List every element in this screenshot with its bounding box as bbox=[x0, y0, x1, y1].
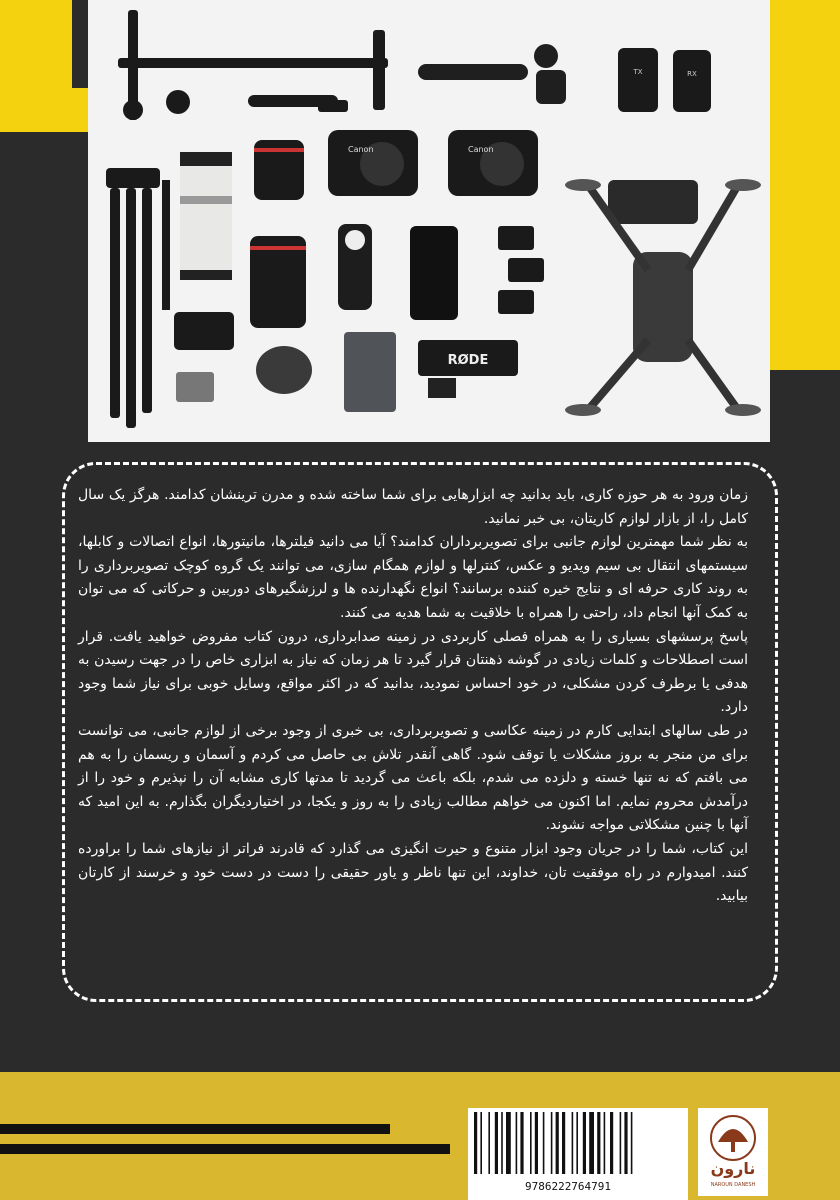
publisher-name: نارون bbox=[710, 1159, 756, 1178]
camera-gear-illustration bbox=[88, 0, 770, 442]
yellow-accent-top-left bbox=[0, 0, 72, 88]
yellow-accent-block-right bbox=[770, 0, 840, 370]
camera-brand-2: Canon bbox=[468, 145, 494, 154]
hard-drive bbox=[344, 332, 396, 412]
action-camera bbox=[176, 372, 214, 402]
compact-camera bbox=[174, 312, 234, 350]
barcode-bar bbox=[495, 1112, 498, 1174]
barcode-bar bbox=[535, 1112, 538, 1174]
barcode-bar bbox=[516, 1112, 518, 1174]
barcode-bar bbox=[488, 1112, 490, 1174]
barcode-bar bbox=[556, 1112, 559, 1174]
yellow-accent-line-left bbox=[0, 128, 100, 132]
lens-small bbox=[254, 140, 304, 200]
camera-brand-1: Canon bbox=[348, 145, 374, 154]
barcode-bar bbox=[604, 1112, 606, 1174]
publisher-subname: NAROUN DANESH bbox=[710, 1182, 756, 1188]
rx-label: RX bbox=[687, 70, 697, 78]
drone bbox=[565, 179, 761, 416]
publisher-logo-mark bbox=[698, 1108, 768, 1196]
publisher-logo bbox=[698, 1108, 768, 1196]
paragraph-4: در طی سالهای ابتدایی کارم در زمینه عکاسی و تصویربرداری، بی خبری از وجود برخی از لوازم جانبی، می توانست برای من منجر به بروز مشکلات یا توقف شود. گاهی آنقدر تلاش بی حاصل می کردم و آسمان و ریسمان را به هم می بافتم که نه تنها خسته و دلزده می شدم، بلکه باعث می گردید تا مدتها کاری مشابه آن را نپذیرم و خود را از درآمدش محروم نمایم. اما اکنون می خواهم مطالب زیادی را به روز و یکجا، در اختیاردیگران بگذارم. به این امید که آنها با چنین مشکلاتی مواجه نشوند. bbox=[78, 722, 748, 834]
barcode-bar bbox=[480, 1112, 482, 1174]
barcode-bar bbox=[530, 1112, 532, 1174]
camera-gear-photo bbox=[88, 0, 770, 442]
wireless-tx bbox=[618, 48, 658, 112]
barcode-bar bbox=[631, 1112, 633, 1174]
barcode-bar bbox=[520, 1112, 523, 1174]
smartphone bbox=[410, 226, 458, 320]
black-stripe-2 bbox=[0, 1144, 450, 1154]
lens-zoom bbox=[250, 236, 306, 328]
fur-windscreen bbox=[256, 346, 312, 394]
barcode-bars bbox=[468, 1108, 688, 1180]
barcode-bar bbox=[543, 1112, 545, 1174]
barcode-bar bbox=[506, 1112, 511, 1174]
barcode-bar bbox=[551, 1112, 553, 1174]
camera-body-1 bbox=[328, 130, 418, 196]
isbn-number: 9786222764791 bbox=[524, 1180, 612, 1193]
rode-microphone bbox=[418, 340, 518, 398]
barcode-bar bbox=[583, 1112, 586, 1174]
barcode-bar bbox=[597, 1112, 600, 1174]
barcode-bar bbox=[562, 1112, 565, 1174]
stabilizer-rig bbox=[118, 10, 388, 120]
paragraph-1: زمان ورود به هر حوزه کاری، باید بدانید چه ابزارهایی برای شما ساخته شده و مدرن ترینشان کدامند. هرگز یک سال کامل را، از بازار لوازم کاریتان، بی خبر نمانید. bbox=[78, 487, 748, 527]
barcode-bar bbox=[610, 1112, 613, 1174]
barcode-bar bbox=[474, 1112, 477, 1174]
black-stripe-1 bbox=[0, 1124, 390, 1134]
barcode-bar bbox=[501, 1112, 503, 1174]
barcode-bar bbox=[576, 1112, 578, 1174]
camera-body-2 bbox=[448, 130, 538, 196]
paragraph-5: این کتاب، شما را در جریان وجود ابزار متنوع و حیرت انگیزی می گذارد که قادرند فراتر از نیازهای شما را براورده کنند. امیدوارم در راه موفقیت تان، خداوند، این تنها ناظر و یاور حقیقی را دست در دست خود و خرسند از کارتان بیابید. bbox=[78, 840, 748, 905]
light-meter bbox=[338, 224, 372, 310]
batteries bbox=[498, 226, 544, 314]
barcode-bar bbox=[624, 1112, 627, 1174]
tx-label: TX bbox=[633, 68, 643, 76]
barcode-bar bbox=[620, 1112, 622, 1174]
back-cover-text bbox=[78, 484, 748, 909]
tripod bbox=[106, 168, 170, 428]
gimbal bbox=[418, 44, 566, 104]
telephoto-lens bbox=[180, 152, 232, 280]
paragraph-2: به نظر شما مهمترین لوازم جانبی برای تصویربرداران کدامند؟ آیا می دانید فیلترها، مانیتورها، انواع اتصالات و کابلها، سیستمهای انتقال بی سیم ویدیو و عکس، کنترلها و لوازم همگام سازی، می توانند یک گروه کوچک تصویربرداری را به روند کاری حرفه ای و نتایج خیره کننده برسانند؟ انواع نگهدارنده ها و لرزشگیرهای دوربین و حرکاتی که می توان به کمک آنها انجام داد، راحتی را همراه با خلاقیت به شما هدیه می کنند. bbox=[78, 534, 748, 621]
wireless-rx bbox=[673, 50, 711, 112]
rode-label: RØDE bbox=[447, 353, 489, 368]
barcode-bar bbox=[589, 1112, 594, 1174]
paragraph-3: پاسخ پرسشهای بسیاری را به همراه فصلی کاربردی در زمینه صدابرداری، درون کتاب مفروض خواهید یافت. قرار است اصطلاحات و کلمات زیادی در گوشه ذهنتان قرار گیرد تا هر زمان که نیاز به ابزاری خاص را در جهت رسیدن به هدفی یا برطرف کردن مشکلی، در خود احساس نمودید، بدانید که در اکثر مواقع، وسایل خوبی برای نیاز شما وجود دارد. bbox=[78, 628, 748, 716]
barcode-bar bbox=[572, 1112, 574, 1174]
